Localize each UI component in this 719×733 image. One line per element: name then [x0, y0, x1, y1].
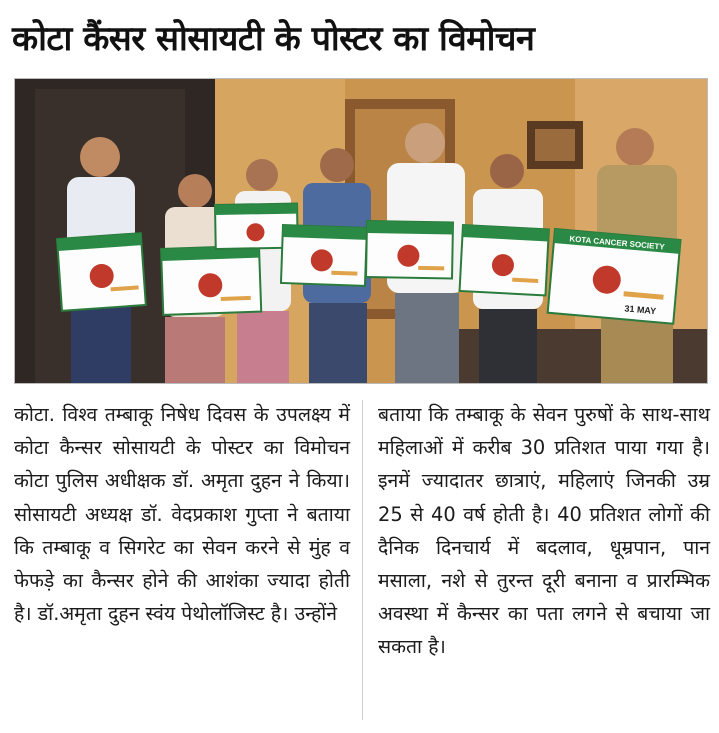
article-column-left: कोटा. विश्व तम्बाकू निषेध दिवस के उपलक्ष्य में कोटा कैन्सर सोसायटी के पोस्टर का विमोचन कोटा पुलिस अधीक्षक डॉ. अमृता दुहन ने किया। सोसायटी अध्यक्ष डॉ. वेदप्रकाश गुप्ता ने बताया कि तम्बाकू व सिगरेट का सेवन करने से मुंह व फेफड़े का कैन्सर होने की आशंका ज्यादा होती है। डॉ.अमृता दुहन स्वंय पेथोलॉजिस्ट है। उन्होंने — [14, 403, 350, 626]
article-column-right: बताया कि तम्बाकू के सेवन पुरुषों के साथ-साथ महिलाओं में करीब 30 प्रतिशत पाया गया है। इनमें ज्यादातर छात्राएं, महिलाएं जिनकी उम्र 25 से 40 वर्ष होती है। 40 प्रतिशत लोगों की दैनिक दिनचार्य में बदलाव, धूम्रपान, पान मसाला, नशे से तुरन्त दूरी बनाना व प्रारम्भिक अवस्था में कैन्सर का पता लगने से बचाया जा सकता है। — [378, 403, 710, 659]
poster-date-text: 31 MAY — [624, 303, 657, 317]
poster-org-text: KOTA CANCER SOCIETY — [569, 234, 666, 252]
news-photo — [14, 78, 708, 384]
column-divider — [362, 400, 363, 720]
headline: कोटा कैंसर सोसायटी के पोस्टर का विमोचन — [12, 19, 535, 59]
